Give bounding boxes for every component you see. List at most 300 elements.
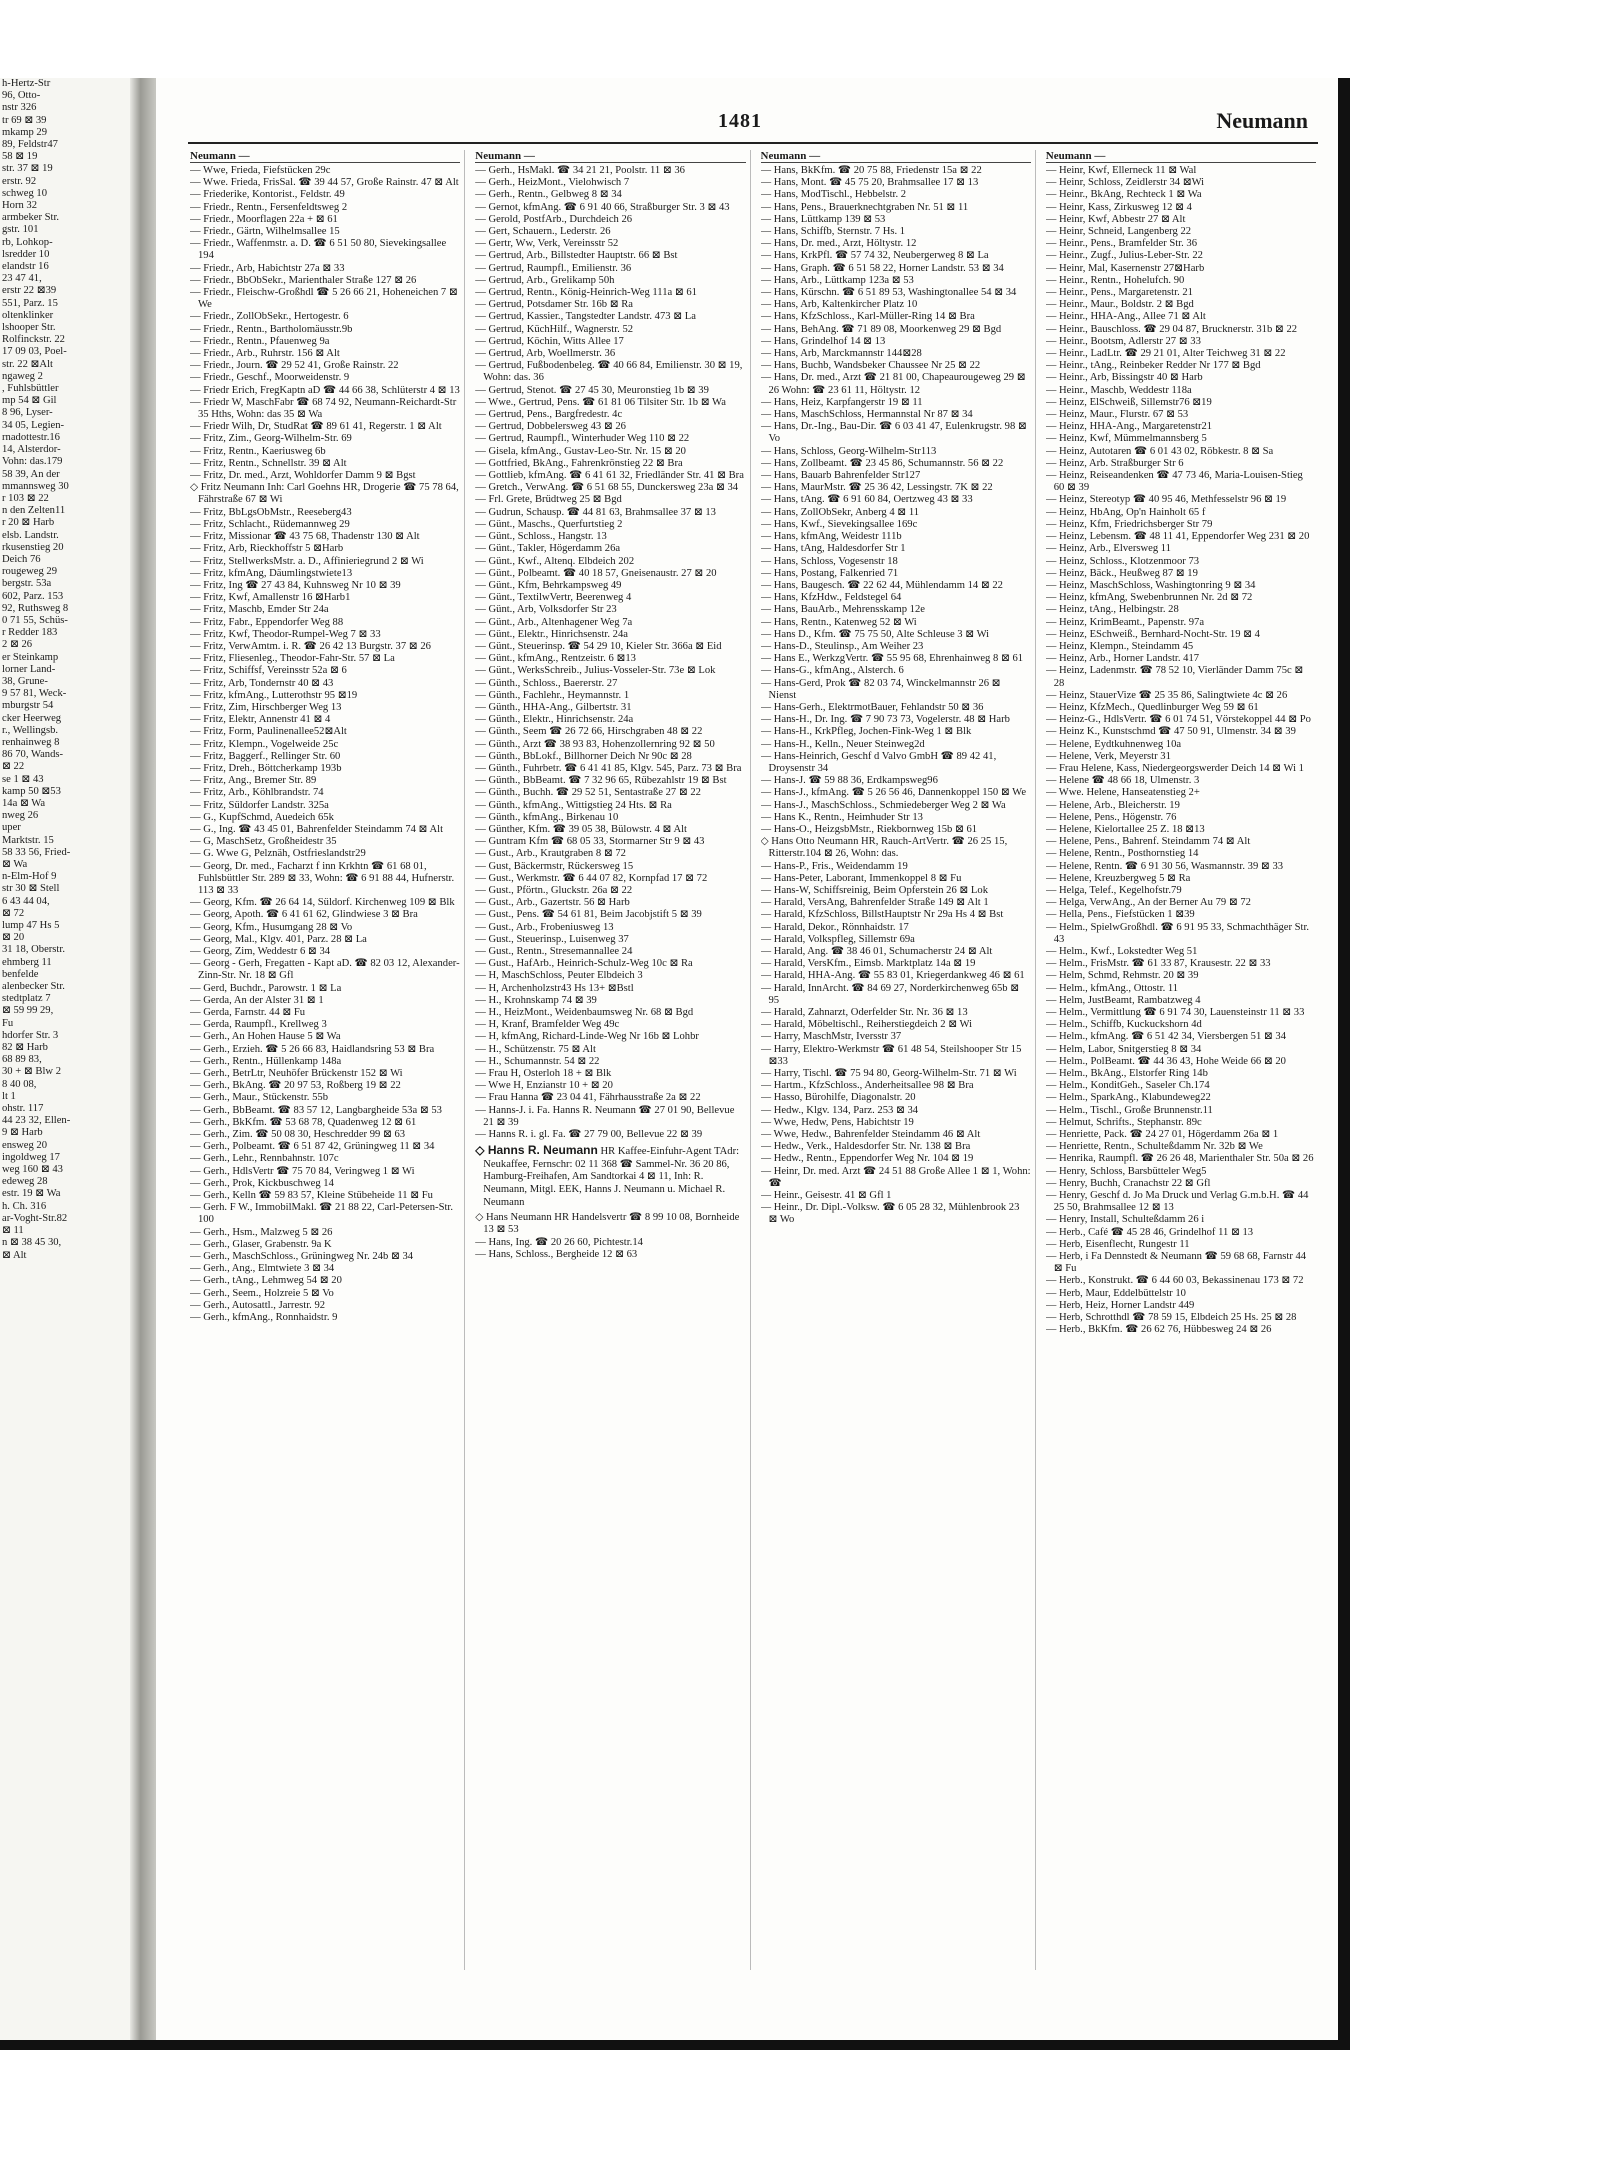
directory-entry: — Gust., Arb., Krautgraben 8 ⊠ 72 [475, 848, 626, 860]
directory-entry: — Helene, Kielortallee 25 Z. 18 ⊠13 [1045, 823, 1205, 835]
left-page-line: mburgstr 54 [2, 700, 54, 712]
directory-entry: — Heinz, Kwf, Mümmelmannsberg 5 [1045, 433, 1207, 445]
directory-entry: — Fritz, Schlacht., Rüdemannweg 29 [190, 518, 350, 530]
directory-entry: — Gerh., Polbeamt. ☎ 6 51 87 42, Grüningweg 11 ⊠ 34 [190, 1141, 435, 1153]
directory-entry: — G. Wwe G, Pelznäh, Ostfrieslandstr29 [190, 848, 366, 860]
directory-entry: — Friedr., Waffenmstr. a. D. ☎ 6 51 50 80, Sievekingsallee 194 [190, 238, 447, 262]
directory-entry: — Helga, Telef., Kegelhofstr.79 [1045, 884, 1182, 896]
directory-entry: — Günt., Takler, Högerdamm 26a [475, 543, 621, 555]
directory-entry: — Helene, Kreuzbergweg 5 ⊠ Ra [1045, 872, 1191, 884]
directory-entry: — Hans, KfzSchloss., Karl-Müller-Ring 14 ⊠ Bra [760, 311, 975, 323]
directory-entry: — Gernot, kfmAng. ☎ 6 91 40 66, Straßburger Str. 3 ⊠ 43 [475, 201, 730, 213]
directory-entry: — Hans-Gerh., ElektrmotBauer, Fehlandstr 50 ⊠ 36 [760, 701, 984, 713]
directory-entry: — Hans, Bauarb Bahrenfelder Str127 [760, 470, 921, 482]
directory-entry: — Hanns-J. i. Fa. Hanns R. Neumann ☎ 27 01 90, Bellevue 21 ⊠ 39 [475, 1104, 735, 1128]
directory-entry: — G, MaschSetz, Großheidestr 35 [190, 836, 337, 848]
directory-entry: — Fritz, Fabr., Eppendorfer Weg 88 [190, 616, 344, 628]
left-page-line: benfelde [2, 968, 39, 980]
directory-entry: — Fritz, Klempn., Vogelweide 25c [190, 738, 339, 750]
left-page-line: 602, Parz. 153 [2, 590, 64, 602]
directory-entry: — Harald, Volkspfleg, Sillemstr 69a [760, 933, 915, 945]
directory-entry: — Herb, Schrotthdl ☎ 78 59 15, Elbdeich 25 Hs. 25 ⊠ 28 [1045, 1312, 1297, 1324]
directory-entry: — Heinz, Bäck., Heußweg 87 ⊠ 19 [1045, 567, 1198, 579]
left-page-line: r 103 ⊠ 22 [2, 492, 49, 504]
left-page-line: mp 54 ⊠ Gil [2, 395, 57, 407]
directory-entry: — Hans-J., kfmAng. ☎ 5 26 56 46, Dannenkoppel 150 ⊠ We [760, 787, 1027, 799]
left-page-line: 17 09 03, Poel- [2, 346, 67, 358]
directory-entry: — Günt., Steuerinsp. ☎ 54 29 10, Kieler Str. 366a ⊠ Eid [475, 640, 722, 652]
column-1 [190, 150, 465, 1970]
directory-entry: — Heinz, kfmAng, Swebenbrunnen Nr. 2d ⊠ 72 [1045, 592, 1253, 604]
directory-entry: — Henriette, Rentn., Schulteßdamm Nr. 32b ⊠ We [1045, 1141, 1263, 1153]
directory-entry: — Günth., kfmAng., Birkenau 10 [475, 811, 619, 823]
directory-entry: — Günt., Elektr., Hinrichsenstr. 24a [475, 628, 628, 640]
directory-entry: — Gretch., VerwAng. ☎ 6 51 68 55, Dunckersweg 23a ⊠ 34 [475, 482, 739, 494]
business-details: HR Kaffee-Einfuhr-Agent TAdr: Neukaffee, Fernschr: 02 11 368 ☎ Sammel-Nr. 36 20 86, Hamburg-Freihafen, Am Sandtorkai 4 ⊠ 11, Inh: R. Neumann, Mitgl. EEK, Hanns J. Neumann u. Michael R. Neumann [483, 1146, 740, 1208]
directory-entry: — Helene, Arb., Bleicherstr. 19 [1045, 799, 1180, 811]
directory-entry: — Helene, Rentn. ☎ 6 91 30 56, Wasmannstr. 39 ⊠ 33 [1045, 860, 1284, 872]
left-page-line: cker Heerweg [2, 712, 62, 724]
directory-entry: — Gerh., HdlsVertr ☎ 75 70 84, Veringweg 1 ⊠ Wi [190, 1165, 415, 1177]
directory-entry: — Heinr, Schneid, Langenberg 22 [1045, 226, 1192, 238]
directory-entry: — Frau Helene, Kass, Niedergeorgswerder Deich 14 ⊠ Wi 1 [1045, 762, 1304, 774]
directory-entry: — Harry, Tischl. ☎ 75 94 80, Georg-Wilhelm-Str. 71 ⊠ Wi [760, 1068, 1017, 1080]
directory-entry: — Günt., Polbeamt. ☎ 40 18 57, Gneisenaustr. 27 ⊠ 20 [475, 567, 717, 579]
directory-entry: — Fritz, Maschb, Emder Str 24a [190, 604, 329, 616]
directory-entry: — Heinr., Maur., Boldstr. 2 ⊠ Bgd [1045, 299, 1194, 311]
left-page-line: ⊠ 22 [2, 761, 25, 773]
directory-entry: — Heinz, Maur., Flurstr. 67 ⊠ 53 [1045, 409, 1189, 421]
directory-entry: — Fritz, Ing ☎ 27 43 84, Kuhnsweg Nr 10 ⊠ 39 [190, 579, 401, 591]
directory-entry: — Heinz, tAng., Helbingstr. 28 [1045, 604, 1179, 616]
directory-entry: — Fritz, Süldorfer Landstr. 325a [190, 799, 329, 811]
directory-entry: — Gertrud, Potsdamer Str. 16b ⊠ Ra [475, 299, 634, 311]
directory-entry: — Hans, Arb., Lüttkamp 123a ⊠ 53 [760, 274, 914, 286]
directory-entry: — H, MaschSchloss, Peuter Elbdeich 3 [475, 970, 643, 982]
directory-entry: — Gerh., BetrLtr, Neuhöfer Brückenstr 152 ⊠ Wi [190, 1068, 403, 1080]
directory-entry: — Hans D., Kfm. ☎ 75 75 50, Alte Schleuse 3 ⊠ Wi [760, 628, 990, 640]
directory-entry: — Gertrud, Arb., Billstedter Hauptstr. 66 ⊠ Bst [475, 250, 678, 262]
directory-entry: — Gertrud, Stenot. ☎ 27 45 30, Meuronstieg 1b ⊠ 39 [475, 384, 709, 396]
directory-entry: — Gust, Bäckermstr, Rückersweg 15 [475, 860, 634, 872]
directory-entry: — Helene, Verk, Meyerstr 31 [1045, 750, 1171, 762]
left-page-line: hdorfer Str. 3 [2, 1029, 59, 1041]
left-page-line: uper [2, 822, 21, 834]
directory-entry: — Heinz, Arb., Horner Landstr. 417 [1045, 653, 1200, 665]
directory-entry: — Herb, i Fa Dennstedt & Neumann ☎ 59 68 68, Farnstr 44 ⊠ Fu [1045, 1251, 1307, 1275]
directory-entry: — Fritz, VerwAmtm. i. R. ☎ 26 42 13 Burgstr. 37 ⊠ 26 [190, 640, 431, 652]
directory-entry: — Helm, JustBeamt, Rambatzweg 4 [1045, 994, 1201, 1006]
directory-entry: — Heinz, Autotaren ☎ 6 01 43 02, Röbkestr. 8 ⊠ Sa [1045, 445, 1274, 457]
directory-entry: — Gudrun, Schausp. ☎ 44 81 63, Brahmsallee 37 ⊠ 13 [475, 506, 716, 518]
directory-entry: — Herb, Eisenflecht, Rungestr 11 [1045, 1238, 1190, 1250]
directory-entry: — Fritz, StellwerksMstr. a. D., Affinieriegrund 2 ⊠ Wi [190, 555, 424, 567]
directory-entry: — Georg, Mal., Klgv. 401, Parz. 28 ⊠ La [190, 933, 367, 945]
directory-entry: — Helm., Kwf., Lokstedter Weg 51 [1045, 946, 1198, 957]
directory-entry: — Gerh., tAng., Lehmweg 54 ⊠ 20 [190, 1275, 342, 1287]
directory-entry: — Günth., Elektr., Hinrichsenstr. 24a [475, 714, 634, 726]
directory-entry: — Hans, Schiffb, Sternstr. 7 Hs. 1 [760, 226, 906, 238]
directory-entry: — Helene, Pens., Bahrenf. Steindamm 74 ⊠ Alt [1045, 836, 1251, 848]
directory-entry: — Herb, Maur, Eddelbüttelstr 10 [1045, 1287, 1186, 1299]
directory-entry: — Hans-H., KrkPfleg, Jochen-Fink-Weg 1 ⊠ Blk [760, 726, 972, 738]
directory-entry: — Heinz, Arb., Elversweg 11 [1045, 543, 1171, 555]
directory-entry: — Gertrud, Raumpfl., Winterhuder Weg 110 ⊠ 22 [475, 433, 690, 445]
directory-entry: — Gerda, An der Alster 31 ⊠ 1 [190, 994, 324, 1006]
directory-entry: — Hans-H., Kelln., Neuer Steinweg2d [760, 738, 925, 750]
directory-entry: — Friedr Wilh, Dr, StudRat ☎ 89 61 41, Regerstr. 1 ⊠ Alt [190, 421, 442, 433]
directory-entry: — Günth., Arzt ☎ 38 93 83, Hohenzollernring 92 ⊠ 50 [475, 738, 715, 750]
left-page-line: 82 ⊠ Harb [2, 1042, 48, 1054]
directory-entry: — Hans, ZollObSekr, Anberg 4 ⊠ 11 [760, 506, 920, 518]
directory-entry: — Hedw., Rentn., Eppendorfer Weg Nr. 104 ⊠ 19 [760, 1153, 974, 1165]
left-page-line: gstr. 101 [2, 224, 39, 236]
directory-entry: — Wwe. Frieda, FrisSal. ☎ 39 44 57, Große Rainstr. 47 ⊠ Alt [190, 177, 459, 189]
directory-entry: — Helm., kfmAng. ☎ 6 51 42 34, Viersbergen 51 ⊠ 34 [1045, 1031, 1287, 1043]
directory-entry: — Fritz, kfmAng, Däumlingstwiete13 [190, 567, 353, 579]
left-page-line: mkamp 29 [2, 126, 48, 138]
directory-entry: — Hans, Schloss, Georg-Wilhelm-Str113 [760, 445, 937, 457]
directory-entry: — Friedr., Rentn., Fersenfeldtsweg 2 [190, 201, 348, 213]
directory-entry: — Helm., SparkAng., Klabundeweg22 [1045, 1092, 1211, 1104]
left-page-line: weg 160 ⊠ 43 [2, 1164, 63, 1176]
directory-entry: — Hans E., WerkzgVertr. ☎ 55 95 68, Ehrenhainweg 8 ⊠ 61 [760, 653, 1024, 665]
directory-entry: — Frl. Grete, Brüdtweg 25 ⊠ Bgd [475, 494, 622, 506]
left-page-line: stedtplatz 7 [2, 993, 51, 1005]
directory-entry: — Gerh., Zim. ☎ 50 08 30, Heschredder 99 ⊠ 63 [190, 1129, 406, 1141]
directory-entry: — Hans K., Rentn., Heimhuder Str 13 [760, 811, 923, 823]
left-page-line: kamp 50 ⊠53 [2, 785, 61, 797]
directory-entry: — Günt., Kwf., Altenq. Elbdeich 202 [475, 555, 635, 567]
left-page-line: str. 22 ⊠Alt [2, 358, 53, 370]
directory-entry: — Gerh., Maur., Stückenstr. 55b [190, 1092, 328, 1104]
directory-entry: — Heinr., LadLtr. ☎ 29 21 01, Alter Teichweg 31 ⊠ 22 [1045, 348, 1286, 360]
column-header: Neumann — [190, 150, 460, 163]
left-page-line: h-Hertz-Str [2, 78, 51, 89]
directory-entry: — Fritz, Schiffsf, Vereinsstr 52a ⊠ 6 [190, 665, 347, 677]
directory-entry: — Hasso, Bürohilfe, Diagonalstr. 20 [760, 1092, 916, 1104]
directory-entry: — Heinr, Kass, Zirkusweg 12 ⊠ 4 [1045, 201, 1192, 213]
directory-entry: — Heinz, StauerVize ☎ 25 35 86, Salingtwiete 4c ⊠ 26 [1045, 689, 1288, 701]
left-page-line: 14a ⊠ Wa [2, 797, 46, 809]
left-page-line: ar-Voght-Str.82 [2, 1212, 68, 1224]
directory-entry: — Hans, Kürschn. ☎ 6 51 89 53, Washingtonallee 54 ⊠ 34 [760, 287, 1017, 299]
directory-entry: — Günt., Arb., Altenhagener Weg 7a [475, 616, 633, 628]
left-page-line: , Fuhlsbüttler [2, 383, 59, 395]
directory-entry: — Gertrud, KüchHilf., Wagnerstr. 52 [475, 323, 634, 335]
directory-entry: — Günt., Arb, Volksdorfer Str 23 [475, 604, 617, 616]
left-page-line: 89, Feldstr47 [2, 139, 58, 151]
directory-entry: — Fritz, Zim, Hirschberger Weg 13 [190, 701, 342, 713]
directory-entry: ◇ Fritz Neumann Inh: Carl Goehns HR, Drogerie ☎ 75 78 64, Fährstraße 67 ⊠ Wi [190, 482, 459, 506]
left-page-line: str. 37 ⊠ 19 [2, 163, 53, 175]
directory-entry: — Fritz, Form, Paulinenallee52⊠Alt [190, 726, 347, 738]
running-head: Neumann [1216, 108, 1308, 133]
directory-entry: — Helene, Rentn., Posthornstieg 14 [1045, 848, 1199, 860]
directory-entry: — Fritz, Zim., Georg-Wilhelm-Str. 69 [190, 433, 352, 445]
directory-entry: — Hans, Schloss., Bergheide 12 ⊠ 63 [475, 1248, 638, 1260]
directory-entry: — Harald, Möbeltischl., Reiherstiegdeich 2 ⊠ Wi [760, 1019, 973, 1031]
directory-entry: — Heinz-G., HdlsVertr. ☎ 6 01 74 51, Vörstekoppel 44 ⊠ Po [1045, 714, 1311, 726]
directory-entry: — Hans, tAng. ☎ 6 91 60 84, Oertzweg 43 ⊠ 33 [760, 494, 973, 506]
directory-entry: — Günth., Fachlehr., Heymannstr. 1 [475, 689, 630, 701]
directory-entry: — Günth., Fuhrbetr. ☎ 6 41 41 85, Klgv. 545, Parz. 73 ⊠ Bra [475, 762, 742, 774]
directory-entry: — Heinr., Rentn., Hohelufch. 90 [1045, 274, 1185, 286]
left-page-line: lorner Land- [2, 663, 56, 675]
directory-entry: — Hans, KfzHdw., Feldstegel 64 [760, 592, 902, 604]
directory-entry: — Günth., Buchh. ☎ 29 52 51, Sentastraße 27 ⊠ 22 [475, 787, 701, 799]
directory-entry: — Günth., Seem ☎ 26 72 66, Hirschgraben 48 ⊠ 22 [475, 726, 703, 738]
directory-entry: — Fritz, Dreh., Böttcherkamp 193b [190, 762, 342, 774]
directory-entry: — Hans, Arb, Marckmannstr 144⊠28 [760, 348, 922, 360]
directory-entry: — G., Ing. ☎ 43 45 01, Bahrenfelder Steindamm 74 ⊠ Alt [190, 823, 444, 835]
directory-entry: — Hans, Schloss, Vogesenstr 18 [760, 555, 898, 567]
directory-entry: — Günt., TextilwVertr, Beerenweg 4 [475, 592, 632, 604]
left-page-line: bergstr. 53a [2, 578, 52, 590]
directory-entry: — Henrika, Raumpfl. ☎ 26 26 48, Marienthaler Str. 50a ⊠ 26 [1045, 1153, 1314, 1165]
directory-page [158, 78, 1338, 2042]
directory-entry: — Hans-Heinrich, Geschf d Valvo GmbH ☎ 89 42 41, Droysenstr 34 [760, 750, 997, 774]
directory-entry: — Heinz, Ladenmstr. ☎ 78 52 10, Vierländer Damm 75c ⊠ 28 [1045, 665, 1304, 689]
directory-entry: — Hans, KrkPfl. ☎ 57 74 32, Neubergerweg 8 ⊠ La [760, 250, 989, 262]
directory-entry: — Fritz, Ang., Bremer Str. 89 [190, 775, 317, 787]
directory-entry: — Heinz, Arb. Straßburger Str 6 [1045, 457, 1184, 469]
directory-entry: — Fritz, Fliesenleg., Theodor-Fahr-Str. 57 ⊠ La [190, 653, 395, 665]
directory-entry: — Heinz, HHA-Ang., Margaretenstr21 [1045, 421, 1213, 433]
business-name: ◇ Hanns R. Neumann [475, 1143, 598, 1158]
left-page-line: elsb. Landstr. [2, 529, 59, 541]
directory-entry: — Fritz, Dr. med., Arzt, Wohldorfer Damm 9 ⊠ Bgst [190, 470, 416, 482]
directory-entry: — Helm, Labor, Snitgerstieg 8 ⊠ 34 [1045, 1043, 1202, 1055]
directory-entry: — Heinr., Bauschloss. ☎ 29 04 87, Brucknerstr. 31b ⊠ 22 [1045, 323, 1298, 335]
directory-entry: — Heinz, HbAng, Op'n Hainholt 65 f [1045, 506, 1206, 518]
directory-entry: — Herb., Konstrukt. ☎ 6 44 60 03, Bekassinenau 173 ⊠ 72 [1045, 1275, 1304, 1287]
directory-entry: — Heinz, Klempn., Steindamm 45 [1045, 640, 1194, 652]
left-page-line: se 1 ⊠ 43 [2, 773, 44, 785]
directory-entry: — Gerh. F W., ImmobilMakl. ☎ 21 88 22, Carl-Petersen-Str. 100 [190, 1202, 454, 1226]
business-listing [475, 1144, 745, 1209]
left-page-line: Horn 32 [2, 200, 38, 212]
directory-entry: — Gerh., HeizMont., Vielohwisch 7 [475, 177, 630, 189]
directory-entry: — Heinz, KrimBeamt., Papenstr. 97a [1045, 616, 1205, 628]
directory-entry: — Fritz, Kwf, Amallenstr 16 ⊠Harb1 [190, 592, 351, 604]
directory-entry: — Günt., Schloss., Hangstr. 13 [475, 531, 607, 543]
directory-entry: — Gust., Pförtn., Gluckstr. 26a ⊠ 22 [475, 884, 633, 896]
directory-entry: ◇ Hans Otto Neumann HR, Rauch-ArtVertr. ☎ 26 25 15, Ritterstr.104 ⊠ 26, Wohn: das. [760, 836, 1008, 860]
directory-entry: — Georg, Dr. med., Facharzt f inn Krkhtn ☎ 61 68 01, Fuhlsbüttler Str. 289 ⊠ 33, Wohn: ☎ 6 91 88 44, Hufnerstr. 113 ⊠ 33 [190, 860, 455, 896]
directory-entry: — Günth., kfmAng., Wittigstieg 24 Hts. ⊠ Ra [475, 799, 672, 811]
left-page-line: Deich 76 [2, 553, 41, 565]
left-page-line: nweg 26 [2, 810, 39, 822]
directory-entry: — Henriette, Pack. ☎ 24 27 01, Högerdamm 26a ⊠ 1 [1045, 1129, 1279, 1141]
directory-entry: — Frau H, Osterloh 18 + ⊠ Blk [475, 1068, 612, 1080]
left-page-line: 30 + ⊠ Blw 2 [2, 1066, 61, 1078]
directory-entry: — Günth., HHA-Ang., Gilbertstr. 31 [475, 701, 632, 713]
left-page-line: ngaweg 2 [2, 370, 43, 382]
directory-entry: — Heinr., Arb, Bissingstr 40 ⊠ Harb [1045, 372, 1203, 384]
directory-entry: — Herb., BkKfm. ☎ 26 62 76, Hübbesweg 24 ⊠ 26 [1045, 1324, 1272, 1336]
left-page-line: 9 ⊠ Harb [2, 1127, 43, 1139]
directory-entry: — Hans, MaurMstr. ☎ 25 36 42, Lessingstr. 7K ⊠ 22 [760, 482, 993, 494]
directory-entry: — Hans, Graph. ☎ 6 51 58 22, Horner Landstr. 53 ⊠ 34 [760, 262, 1004, 274]
directory-entry: — Hans, Dr. med., Arzt ☎ 21 81 00, Chapeaurougeweg 29 ⊠ 26 Wohn: ☎ 23 61 11, Höltystr. 12 [760, 372, 1026, 396]
directory-entry: — Heinr., Pens., Bramfelder Str. 36 [1045, 238, 1197, 250]
left-page-line: 8 96, Lyser- [2, 407, 53, 419]
directory-entry: — Gust., Arb., Frobeniusweg 13 [475, 921, 614, 933]
directory-entry: — Hans-W, Schiffsreinig, Beim Opferstein 26 ⊠ Lok [760, 884, 988, 896]
left-page-line: n-Elm-Hof 9 [2, 871, 57, 883]
directory-entry: — Hans-Peter, Laborant, Immenkoppel 8 ⊠ Fu [760, 872, 962, 884]
directory-entry: — Günth., Schloss., Baererstr. 27 [475, 677, 618, 689]
left-page-line: rougeweg 29 [2, 566, 58, 578]
directory-entry: — Heinz, Reiseandenken ☎ 47 73 46, Maria-Louisen-Stieg 60 ⊠ 39 [1045, 470, 1303, 494]
left-page-line: edeweg 28 [2, 1176, 48, 1188]
left-page-line: rkusenstieg 20 [2, 541, 64, 553]
directory-entry: — Helm., SpielwGroßhdl. ☎ 6 91 95 33, Schmachthäger Str. 43 [1045, 921, 1310, 945]
directory-entry: — Wwe. Helene, Hanseatenstieg 2+ [1045, 787, 1200, 799]
directory-entry: — Hartm., KfzSchloss., Anderheitsallee 98 ⊠ Bra [760, 1080, 974, 1092]
directory-entry: — Fritz, Arb, Tondernstr 40 ⊠ 43 [190, 677, 334, 689]
directory-entry: — Gerda, Raumpfl., Krellweg 3 [190, 1019, 327, 1031]
left-page-line: ⊠ 72 [2, 907, 25, 919]
scanned-page [0, 78, 1340, 2042]
directory-entry: — Hans-J., MaschSchloss., Schmiedeberger Weg 2 ⊠ Wa [760, 799, 1006, 811]
directory-entry: — Wwe., Gertrud, Pens. ☎ 61 81 06 Tilsiter Str. 1b ⊠ Wa [475, 396, 726, 408]
directory-entry: — Gerh., Ang., Elmtwiete 3 ⊠ 34 [190, 1263, 335, 1275]
directory-entry: — H, kfmAng, Richard-Linde-Weg Nr 16b ⊠ Lohbr [475, 1031, 699, 1043]
directory-entry: — Gertrud, Dobbelersweg 43 ⊠ 26 [475, 421, 626, 433]
directory-entry: — Gerh., BkKfm. ☎ 53 68 78, Quadenweg 12 ⊠ 61 [190, 1116, 417, 1128]
directory-entry: — Gerh., BbBeamt. ☎ 83 57 12, Langbargheide 53a ⊠ 53 [190, 1104, 442, 1116]
directory-entry: — Heinz, ESchweiß., Bernhard-Nocht-Str. 19 ⊠ 4 [1045, 628, 1260, 640]
directory-entry: — Gust., Arb., Gazertstr. 56 ⊠ Harb [475, 897, 630, 909]
directory-entry: — Friedr W, MaschFabr ☎ 68 74 92, Neumann-Reichardt-Str 35 Hths, Wohn: das 35 ⊠ Wa [190, 396, 457, 421]
directory-entry: — Hans-G., kfmAng., Alsterch. 6 [760, 665, 904, 677]
directory-entry: — Gust., Rentn., Stresemannallee 24 [475, 946, 633, 957]
directory-entry: — Helm., BkAng., Elstorfer Ring 14b [1045, 1068, 1208, 1080]
left-page-line: 92, Ruthsweg 8 [2, 602, 69, 614]
directory-entry: — Georg, Kfm. ☎ 26 64 14, Süldorf. Kirchenweg 109 ⊠ Blk [190, 897, 455, 909]
directory-entry: — Friedr., Arb, Habichtstr 27a ⊠ 33 [190, 262, 345, 274]
left-page-line: er Steinkamp [2, 651, 59, 663]
directory-entry: — Guntram Kfm ☎ 68 05 33, Stormarner Str 9 ⊠ 43 [475, 836, 705, 848]
left-page-line: 96, Otto- [2, 90, 41, 102]
directory-entry: — Helm., Tischl., Große Brunnenstr.11 [1045, 1104, 1213, 1116]
left-page-line: 2 ⊠ 26 [2, 639, 33, 651]
directory-entry: — Fritz, Elektr, Annenstr 41 ⊠ 4 [190, 714, 331, 726]
left-page-line: elandstr 16 [2, 261, 49, 273]
directory-entry: — Gertrud, Rentn., König-Heinrich-Weg 111a ⊠ 61 [475, 287, 697, 299]
directory-entry: — Hans, Buchb, Wandsbeker Chaussee Nr 25 ⊠ 22 [760, 360, 981, 372]
directory-columns [190, 150, 1320, 1970]
directory-entry: — Hans, BkKfm. ☎ 20 75 88, Friedenstr 15a ⊠ 22 [760, 165, 982, 176]
left-page-line: 44 23 32, Ellen- [2, 1115, 71, 1127]
directory-entry: — Harald, HHA-Ang. ☎ 55 83 01, Kriegerdankweg 46 ⊠ 61 [760, 970, 1025, 982]
directory-entry: — G., KupfSchmd, Auedeich 65k [190, 811, 334, 823]
directory-entry: — Heinr., BkAng, Rechteck 1 ⊠ Wa [1045, 189, 1202, 201]
directory-entry: — Heinr, Schloss, Zeidlerstr 34 ⊠Wi [1045, 177, 1205, 189]
directory-entry: — Hans, Baugesch. ☎ 22 62 44, Mühlendamm 14 ⊠ 22 [760, 579, 1003, 591]
directory-entry: — Harry, Elektro-Werkmstr ☎ 61 48 54, Steilshooper Str 15 ⊠33 [760, 1043, 1022, 1067]
directory-entry: — Gerh., Kelln ☎ 59 83 57, Kleine Stübeheide 11 ⊠ Fu [190, 1190, 433, 1202]
directory-entry: — Hella, Pens., Fiefstücken 1 ⊠39 [1045, 909, 1195, 921]
directory-entry: — Gert, Schauern., Lederstr. 26 [475, 226, 611, 238]
directory-entry: — Wwe, Hedw., Bahrenfelder Steindamm 46 ⊠ Alt [760, 1129, 981, 1141]
directory-entry: — Gust., HafArb., Heinrich-Schulz-Weg 10c ⊠ Ra [475, 958, 693, 970]
left-page-line: rnadottestr.16 [2, 431, 60, 443]
left-page-line: mmannsweg 30 [2, 480, 69, 492]
directory-entry: — Gottlieb, kfmAng. ☎ 6 41 61 32, Friedländer Str. 41 ⊠ Bra [475, 470, 744, 482]
directory-entry: — Herb., Café ☎ 45 28 46, Grindelhof 11 ⊠ 13 [1045, 1226, 1254, 1238]
left-page-line: Fu [2, 1017, 14, 1029]
left-page-line: 58 39, An der [2, 468, 60, 480]
left-page-line: armbeker Str. [2, 212, 60, 224]
directory-entry: — Gerh., Seem., Holzreie 5 ⊠ Vo [190, 1287, 334, 1299]
left-page-line: n ⊠ 38 45 30, [2, 1237, 62, 1249]
directory-entry: — Hans-O., HeizgsbMstr., Riekbornweg 15b ⊠ 61 [760, 823, 978, 835]
directory-entry: — Hans, BehAng. ☎ 71 89 08, Moorkenweg 29 ⊠ Bgd [760, 323, 1002, 335]
directory-entry: — Heinz, KfzMech., Quedlinburger Weg 59 ⊠ 61 [1045, 701, 1259, 713]
directory-entry: — Henry, Schloss, Barsbütteler Weg5 [1045, 1165, 1207, 1177]
directory-entry: — Heinr, Kwf, Ellerneck 11 ⊠ Wal [1045, 165, 1197, 176]
directory-entry: — Hans, Dr.-Ing., Bau-Dir. ☎ 6 03 41 47, Eulenkrugstr. 98 ⊠ Vo [760, 421, 1027, 445]
column-4 [1046, 150, 1320, 1970]
directory-entry: — Hans, BauArb., Mehrensskamp 12e [760, 604, 925, 616]
directory-entry: — Günther, Kfm. ☎ 39 05 38, Bülowstr. 4 ⊠ Alt [475, 823, 687, 835]
directory-entry: — Friedr., Rentn., Pfauenweg 9a [190, 335, 330, 347]
left-page-line: 31 18, Oberstr. [2, 944, 65, 956]
left-page-line: 551, Parz. 15 [2, 297, 58, 309]
left-page-line: schweg 10 [2, 187, 48, 199]
directory-entry: — Harald, KfzSchloss, BillstHauptstr Nr 29a Hs 4 ⊠ Bst [760, 909, 1004, 921]
directory-entry: — Gertrud, Raumpfl., Emilienstr. 36 [475, 262, 632, 274]
directory-entry: — Wwe H, Enzianstr 10 + ⊠ 20 [475, 1080, 613, 1092]
left-page-line: 86 70, Wands- [2, 749, 64, 761]
directory-entry: — Harald, VersAng, Bahrenfelder Straße 149 ⊠ Alt 1 [760, 897, 989, 909]
left-page-line: r., Wellingsb. [2, 724, 59, 736]
directory-entry: — Günt., Kfm, Behrkampsweg 49 [475, 579, 622, 591]
left-page-line: ehmberg 11 [2, 956, 52, 968]
directory-entry: — H., HeizMont., Weidenbaumsweg Nr. 68 ⊠ Bgd [475, 1007, 694, 1019]
directory-entry: — Hedw., Klgv. 134, Parz. 253 ⊠ 34 [760, 1104, 919, 1116]
left-page-line: 58 33 56, Fried- [2, 846, 71, 858]
directory-entry: — Gerh., Rentn., Gelbweg 8 ⊠ 34 [475, 189, 622, 201]
directory-entry: — Heinr., Maschb, Weddestr 118a [1045, 384, 1192, 396]
directory-entry: — Harald, InnArcht. ☎ 84 69 27, Norderkirchenweg 65b ⊠ 95 [760, 982, 1020, 1006]
directory-entry: — Heinz, Kfm, Friedrichsberger Str 79 [1045, 518, 1213, 530]
directory-entry: — Friedr., Moorflagen 22a + ⊠ 61 [190, 213, 338, 225]
directory-entry: — Fritz, Rentn., Schnellstr. 39 ⊠ Alt [190, 457, 347, 469]
directory-entry: — Heinz, Stereotyp ☎ 40 95 46, Methfesselstr 96 ⊠ 19 [1045, 494, 1287, 506]
directory-entry: — Hans, Zollbeamt. ☎ 23 45 86, Schumannstr. 56 ⊠ 22 [760, 457, 1004, 469]
directory-entry: — Hans, Rentn., Katenweg 52 ⊠ Wi [760, 616, 917, 628]
left-page-line: ⊠ 59 99 29, [2, 1005, 54, 1017]
directory-entry: — Gust., Werkmstr. ☎ 6 44 07 82, Kornpfad 17 ⊠ 72 [475, 872, 708, 884]
left-page-line: r 20 ⊠ Harb [2, 517, 55, 529]
directory-entry: — Gust., Pens. ☎ 54 61 81, Beim Jacobjstift 5 ⊠ 39 [475, 909, 702, 921]
directory-entry: — Hans, Mont. ☎ 45 75 20, Brahmsallee 17 ⊠ 13 [760, 177, 979, 189]
directory-entry: — Heinr., HHA-Ang., Allee 71 ⊠ Alt [1045, 311, 1206, 323]
directory-entry: — Friedr., Arb., Ruhrstr. 156 ⊠ Alt [190, 348, 340, 360]
directory-entry: — Fritz, Kwf, Theodor-Rumpel-Weg 7 ⊠ 33 [190, 628, 381, 640]
left-page-line: 9 57 81, Weck- [2, 688, 67, 700]
left-page-line: 68 89 83, [2, 1054, 42, 1066]
directory-entry: — Gust., Steuerinsp., Luisenweg 37 [475, 933, 629, 945]
directory-entry: — Hans-J. ☎ 59 88 36, Erdkampsweg96 [760, 775, 938, 787]
directory-entry: — Wwe, Frieda, Fiefstücken 29c [190, 165, 331, 176]
directory-entry: — H, Kranf, Bramfelder Weg 49c [475, 1019, 620, 1031]
scan-border-bottom [0, 2040, 1350, 2050]
